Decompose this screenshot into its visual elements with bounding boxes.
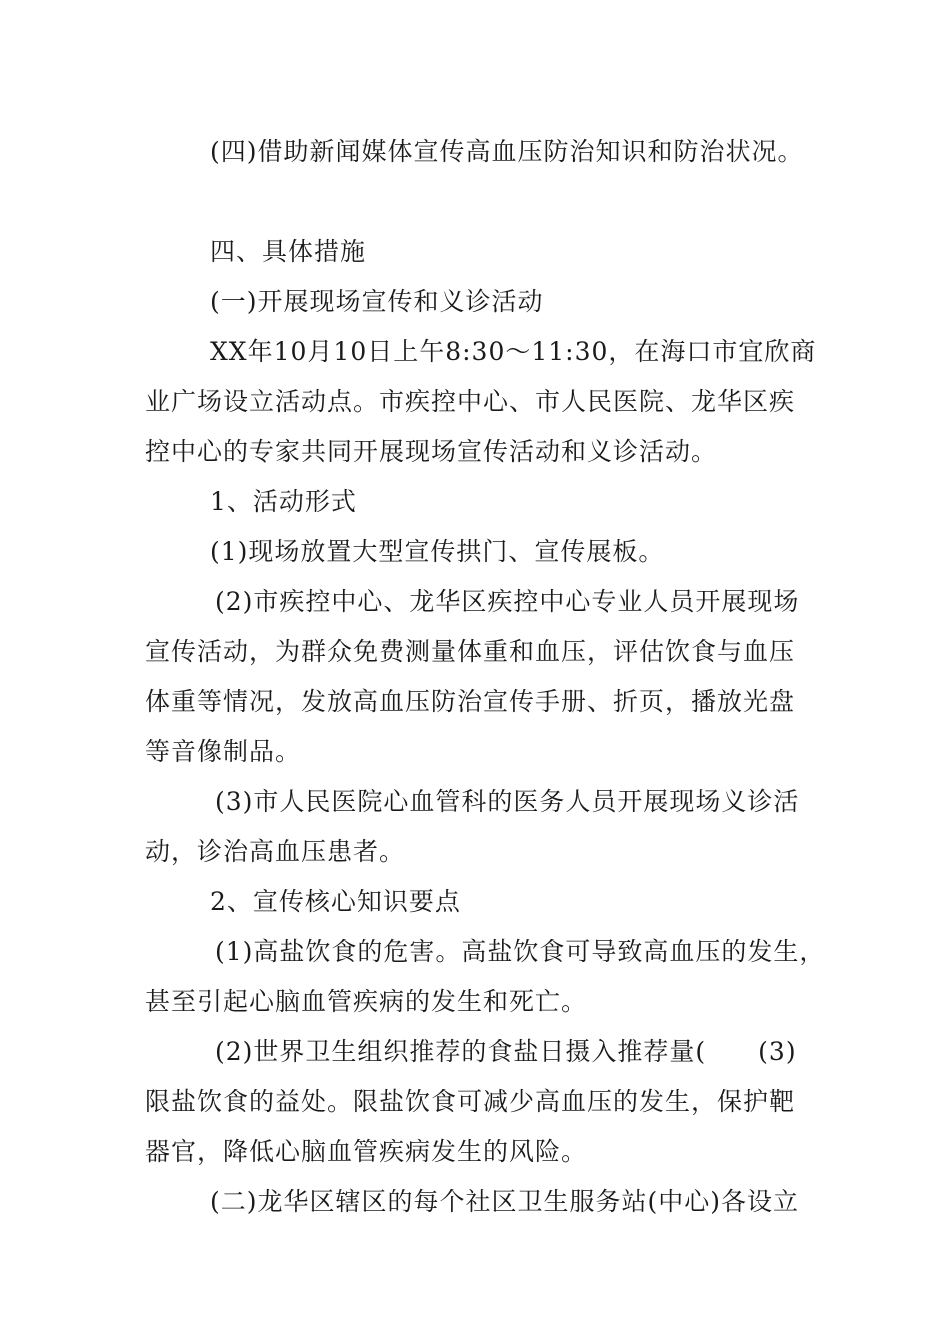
paragraph-line: XX年10月10日上午8:30～11:30，在海口市宜欣商 xyxy=(210,337,817,366)
paragraph-line: (四)借助新闻媒体宣传高血压防治知识和防治状况。 xyxy=(210,137,804,166)
paragraph-line: 宣传活动，为群众免费测量体重和血压，评估饮食与血压 xyxy=(145,637,796,666)
subsection-heading: (二)龙华区辖区的每个社区卫生服务站(中心)各设立 xyxy=(210,1187,800,1216)
list-heading: 1、活动形式 xyxy=(210,487,357,516)
paragraph-line: 动，诊治高血压患者。 xyxy=(145,837,406,866)
list-item: (2)世界卫生组织推荐的食盐日摄入推荐量( (3) xyxy=(215,1037,797,1066)
list-heading: 2、宣传核心知识要点 xyxy=(210,887,461,916)
list-item: (1)高盐饮食的危害。高盐饮食可导致高血压的发生， xyxy=(215,937,826,966)
paragraph-line: 器官，降低心脑血管疾病发生的风险。 xyxy=(145,1137,588,1166)
list-item: (3)市人民医院心血管科的医务人员开展现场义诊活 xyxy=(215,787,800,816)
paragraph-line: 甚至引起心脑血管疾病的发生和死亡。 xyxy=(145,987,588,1016)
list-item: (2)市疾控中心、龙华区疾控中心专业人员开展现场 xyxy=(215,587,800,616)
paragraph-line: 等音像制品。 xyxy=(145,737,302,766)
list-item: (1)现场放置大型宣传拱门、宣传展板。 xyxy=(210,537,665,566)
section-heading: 四、具体措施 xyxy=(210,237,367,266)
subsection-heading: (一)开展现场宣传和义诊活动 xyxy=(210,287,544,316)
paragraph-line: 业广场设立活动点。市疾控中心、市人民医院、龙华区疾 xyxy=(145,387,796,416)
paragraph-line: 限盐饮食的益处。限盐饮食可减少高血压的发生，保护靶 xyxy=(145,1087,796,1116)
paragraph-line: 体重等情况，发放高血压防治宣传手册、折页，播放光盘 xyxy=(145,687,796,716)
paragraph-line: 控中心的专家共同开展现场宣传活动和义诊活动。 xyxy=(145,437,718,466)
